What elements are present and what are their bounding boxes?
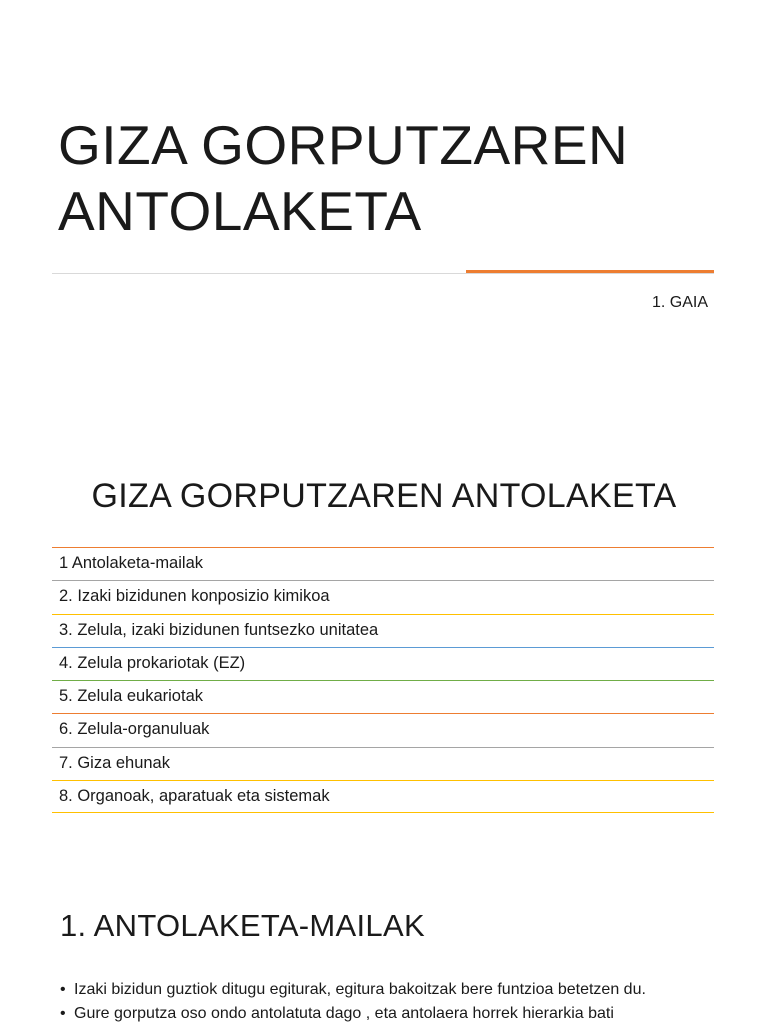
main-title-line-1: GIZA GORPUTZAREN bbox=[58, 114, 629, 176]
toc-item: 4. Zelula prokariotak (EZ) bbox=[52, 647, 714, 680]
toc-title: GIZA GORPUTZAREN ANTOLAKETA bbox=[91, 477, 677, 515]
title-slide bbox=[0, 0, 768, 410]
toc-item: 1 Antolaketa-mailak bbox=[52, 547, 714, 580]
main-title-line-2: ANTOLAKETA bbox=[58, 180, 422, 242]
toc-item: 8. Organoak, aparatuak eta sistemak bbox=[52, 780, 714, 813]
section-slide bbox=[0, 880, 768, 1024]
subtitle: 1. GAIA bbox=[651, 294, 708, 311]
title-accent-bar bbox=[466, 270, 714, 273]
table-of-contents-slide bbox=[0, 455, 768, 835]
main-title bbox=[58, 112, 718, 244]
toc-item: 2. Izaki bizidunen konposizio kimikoa bbox=[52, 580, 714, 613]
section-title: 1. ANTOLAKETA-MAILAK bbox=[60, 908, 425, 943]
toc-item: 7. Giza ehunak bbox=[52, 747, 714, 780]
bullet-list bbox=[60, 978, 740, 1026]
toc-list bbox=[52, 547, 714, 813]
toc-item: 6. Zelula-organuluak bbox=[52, 713, 714, 746]
bullet-item: • Izaki bizidun guztiok ditugu egiturak, egitura bakoitzak bere funtzioa betetzen du. bbox=[60, 978, 740, 1002]
toc-item: 5. Zelula eukariotak bbox=[52, 680, 714, 713]
toc-item: 3. Zelula, izaki bizidunen funtsezko unitatea bbox=[52, 614, 714, 647]
bullet-item: • Gure gorputza oso ondo antolatuta dago , eta antolaera horrek hierarkia bati bbox=[60, 1002, 740, 1026]
title-divider bbox=[52, 273, 714, 274]
